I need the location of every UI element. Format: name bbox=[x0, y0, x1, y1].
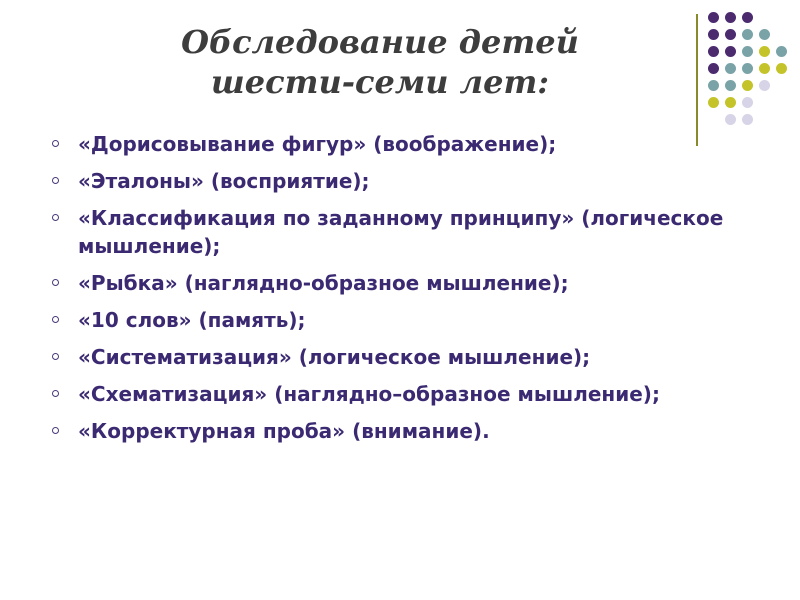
bullet-item bbox=[52, 269, 752, 297]
title-line-2: шести-семи лет: bbox=[210, 63, 550, 101]
decorative-dot bbox=[742, 46, 753, 57]
bullet-item bbox=[52, 167, 752, 195]
decorative-dot bbox=[759, 63, 770, 74]
bullet-text: «Классификация по заданному принципу» (логическое мышление); bbox=[78, 206, 724, 258]
bullet-item bbox=[52, 204, 752, 260]
bullet-marker-icon bbox=[52, 390, 59, 397]
bullet-text: «Эталоны» (восприятие); bbox=[78, 169, 370, 193]
decorative-dot bbox=[742, 80, 753, 91]
decorative-dot bbox=[708, 97, 719, 108]
title-line-1: Обследование детей bbox=[181, 23, 579, 61]
decorative-dot-grid bbox=[708, 12, 792, 132]
slide-title bbox=[130, 22, 630, 102]
bullet-marker-icon bbox=[52, 214, 59, 221]
bullet-item bbox=[52, 343, 752, 371]
decorative-dot bbox=[708, 80, 719, 91]
bullet-item bbox=[52, 130, 752, 158]
decorative-dot bbox=[725, 46, 736, 57]
bullet-text: «Рыбка» (наглядно-образное мышление); bbox=[78, 271, 569, 295]
decorative-dot bbox=[725, 63, 736, 74]
bullet-marker-icon bbox=[52, 279, 59, 286]
decorative-dot bbox=[708, 46, 719, 57]
bullet-marker-icon bbox=[52, 140, 59, 147]
decorative-dot bbox=[742, 97, 753, 108]
bullet-text: «10 слов» (память); bbox=[78, 308, 306, 332]
bullet-text: «Систематизация» (логическое мышление); bbox=[78, 345, 591, 369]
decorative-dot bbox=[708, 29, 719, 40]
bullet-text: «Дорисовывание фигур» (воображение); bbox=[78, 132, 557, 156]
decorative-dot bbox=[759, 29, 770, 40]
bullet-item bbox=[52, 380, 752, 408]
bullet-text: «Корректурная проба» (внимание). bbox=[78, 419, 490, 443]
decorative-dot bbox=[742, 12, 753, 23]
decorative-dot bbox=[759, 46, 770, 57]
bullet-marker-icon bbox=[52, 427, 59, 434]
decorative-dot bbox=[725, 97, 736, 108]
decorative-dot bbox=[742, 63, 753, 74]
bullet-marker-icon bbox=[52, 177, 59, 184]
decorative-dot bbox=[725, 29, 736, 40]
decorative-dot bbox=[708, 12, 719, 23]
decorative-dot bbox=[776, 63, 787, 74]
decorative-dot bbox=[742, 29, 753, 40]
bullet-marker-icon bbox=[52, 353, 59, 360]
bullet-marker-icon bbox=[52, 316, 59, 323]
decorative-dot bbox=[742, 114, 753, 125]
decorative-dot bbox=[776, 46, 787, 57]
decorative-divider-line bbox=[696, 14, 698, 146]
bullet-list bbox=[52, 130, 752, 454]
bullet-item bbox=[52, 417, 752, 445]
decorative-dot bbox=[759, 80, 770, 91]
decorative-dot bbox=[725, 114, 736, 125]
decorative-dot bbox=[708, 63, 719, 74]
bullet-item bbox=[52, 306, 752, 334]
decorative-dot bbox=[725, 12, 736, 23]
bullet-text: «Схематизация» (наглядно–образное мышление); bbox=[78, 382, 660, 406]
decorative-dot bbox=[725, 80, 736, 91]
